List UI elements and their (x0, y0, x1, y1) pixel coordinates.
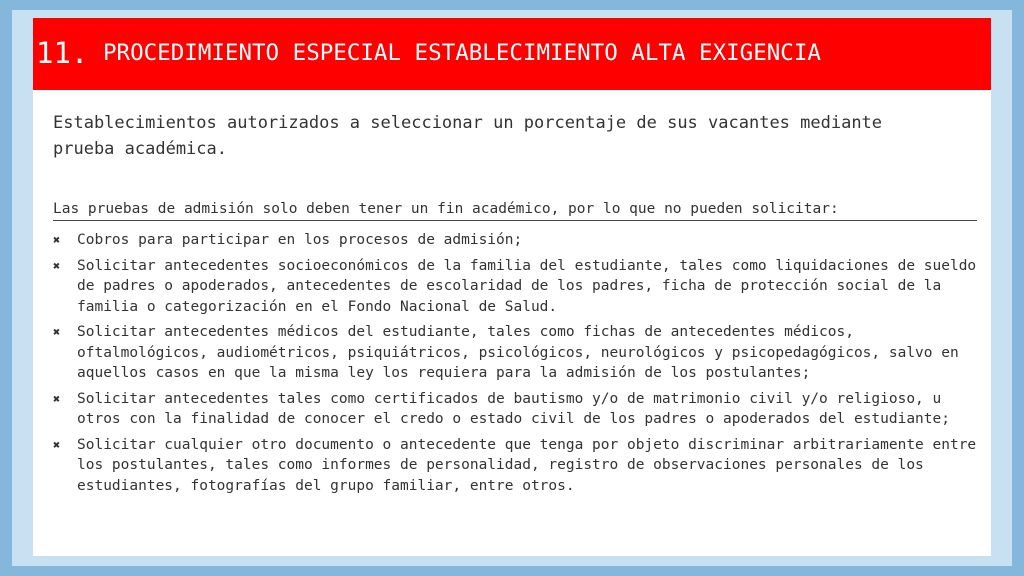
list-item (53, 230, 977, 251)
slide-title: PROCEDIMIENTO ESPECIAL ESTABLECIMIENTO ALTA EXIGENCIA (103, 40, 821, 66)
list-item-text: Solicitar antecedentes socioeconómicos de la familia del estudiante, tales como liquidaciones de sueldo de padres o apoderados, antecedentes de escolaridad de los padres, ficha de protección social de la familia o categorización en el Fondo Nacional de Salud. (77, 257, 977, 315)
slide (33, 18, 991, 556)
list-item-text: Solicitar cualquier otro documento o antecedente que tenga por objeto discriminar arbitrariamente entre los postulantes, tales como informes de personalidad, registro de observaciones personales de los estudiantes, fotografías del grupo familiar, entre otros. (77, 436, 977, 494)
x-mark-icon: ✖ (53, 325, 61, 339)
title-banner (33, 18, 991, 90)
intro-text: Establecimientos autorizados a seleccionar un porcentaje de sus vacantes mediante prueba académica. (53, 113, 883, 159)
x-mark-icon: ✖ (53, 437, 61, 452)
section-number: 11. (36, 36, 89, 70)
x-mark-icon: ✖ (53, 391, 61, 406)
list-item-text: Solicitar antecedentes médicos del estudiante, tales como fichas de antecedentes médicos, oftalmológicos, audiométricos, psiquiátricos, psicológicos, neurológicos y psicopedagógicos, salvo en aquellos casos en que la misma ley los requiera para la admisión de los postulantes; (77, 324, 959, 381)
lead-text: Las pruebas de admisión solo deben tener un fin académico, por lo que no pueden solicitar: (53, 199, 977, 221)
list-item-text: Cobros para participar en los procesos de admisión; (77, 232, 523, 248)
x-mark-icon: ✖ (53, 233, 61, 247)
prohibited-list (53, 230, 977, 501)
list-item (53, 256, 977, 318)
list-item (53, 389, 977, 430)
list-item (53, 435, 977, 497)
list-item-text: Solicitar antecedentes tales como certificados de bautismo y/o de matrimonio civil y/o religioso, u otros con la finalidad de conocer el credo o estado civil de los padres o apoderados del estudiante; (77, 390, 950, 427)
list-item (53, 322, 977, 384)
x-mark-icon: ✖ (53, 258, 61, 273)
